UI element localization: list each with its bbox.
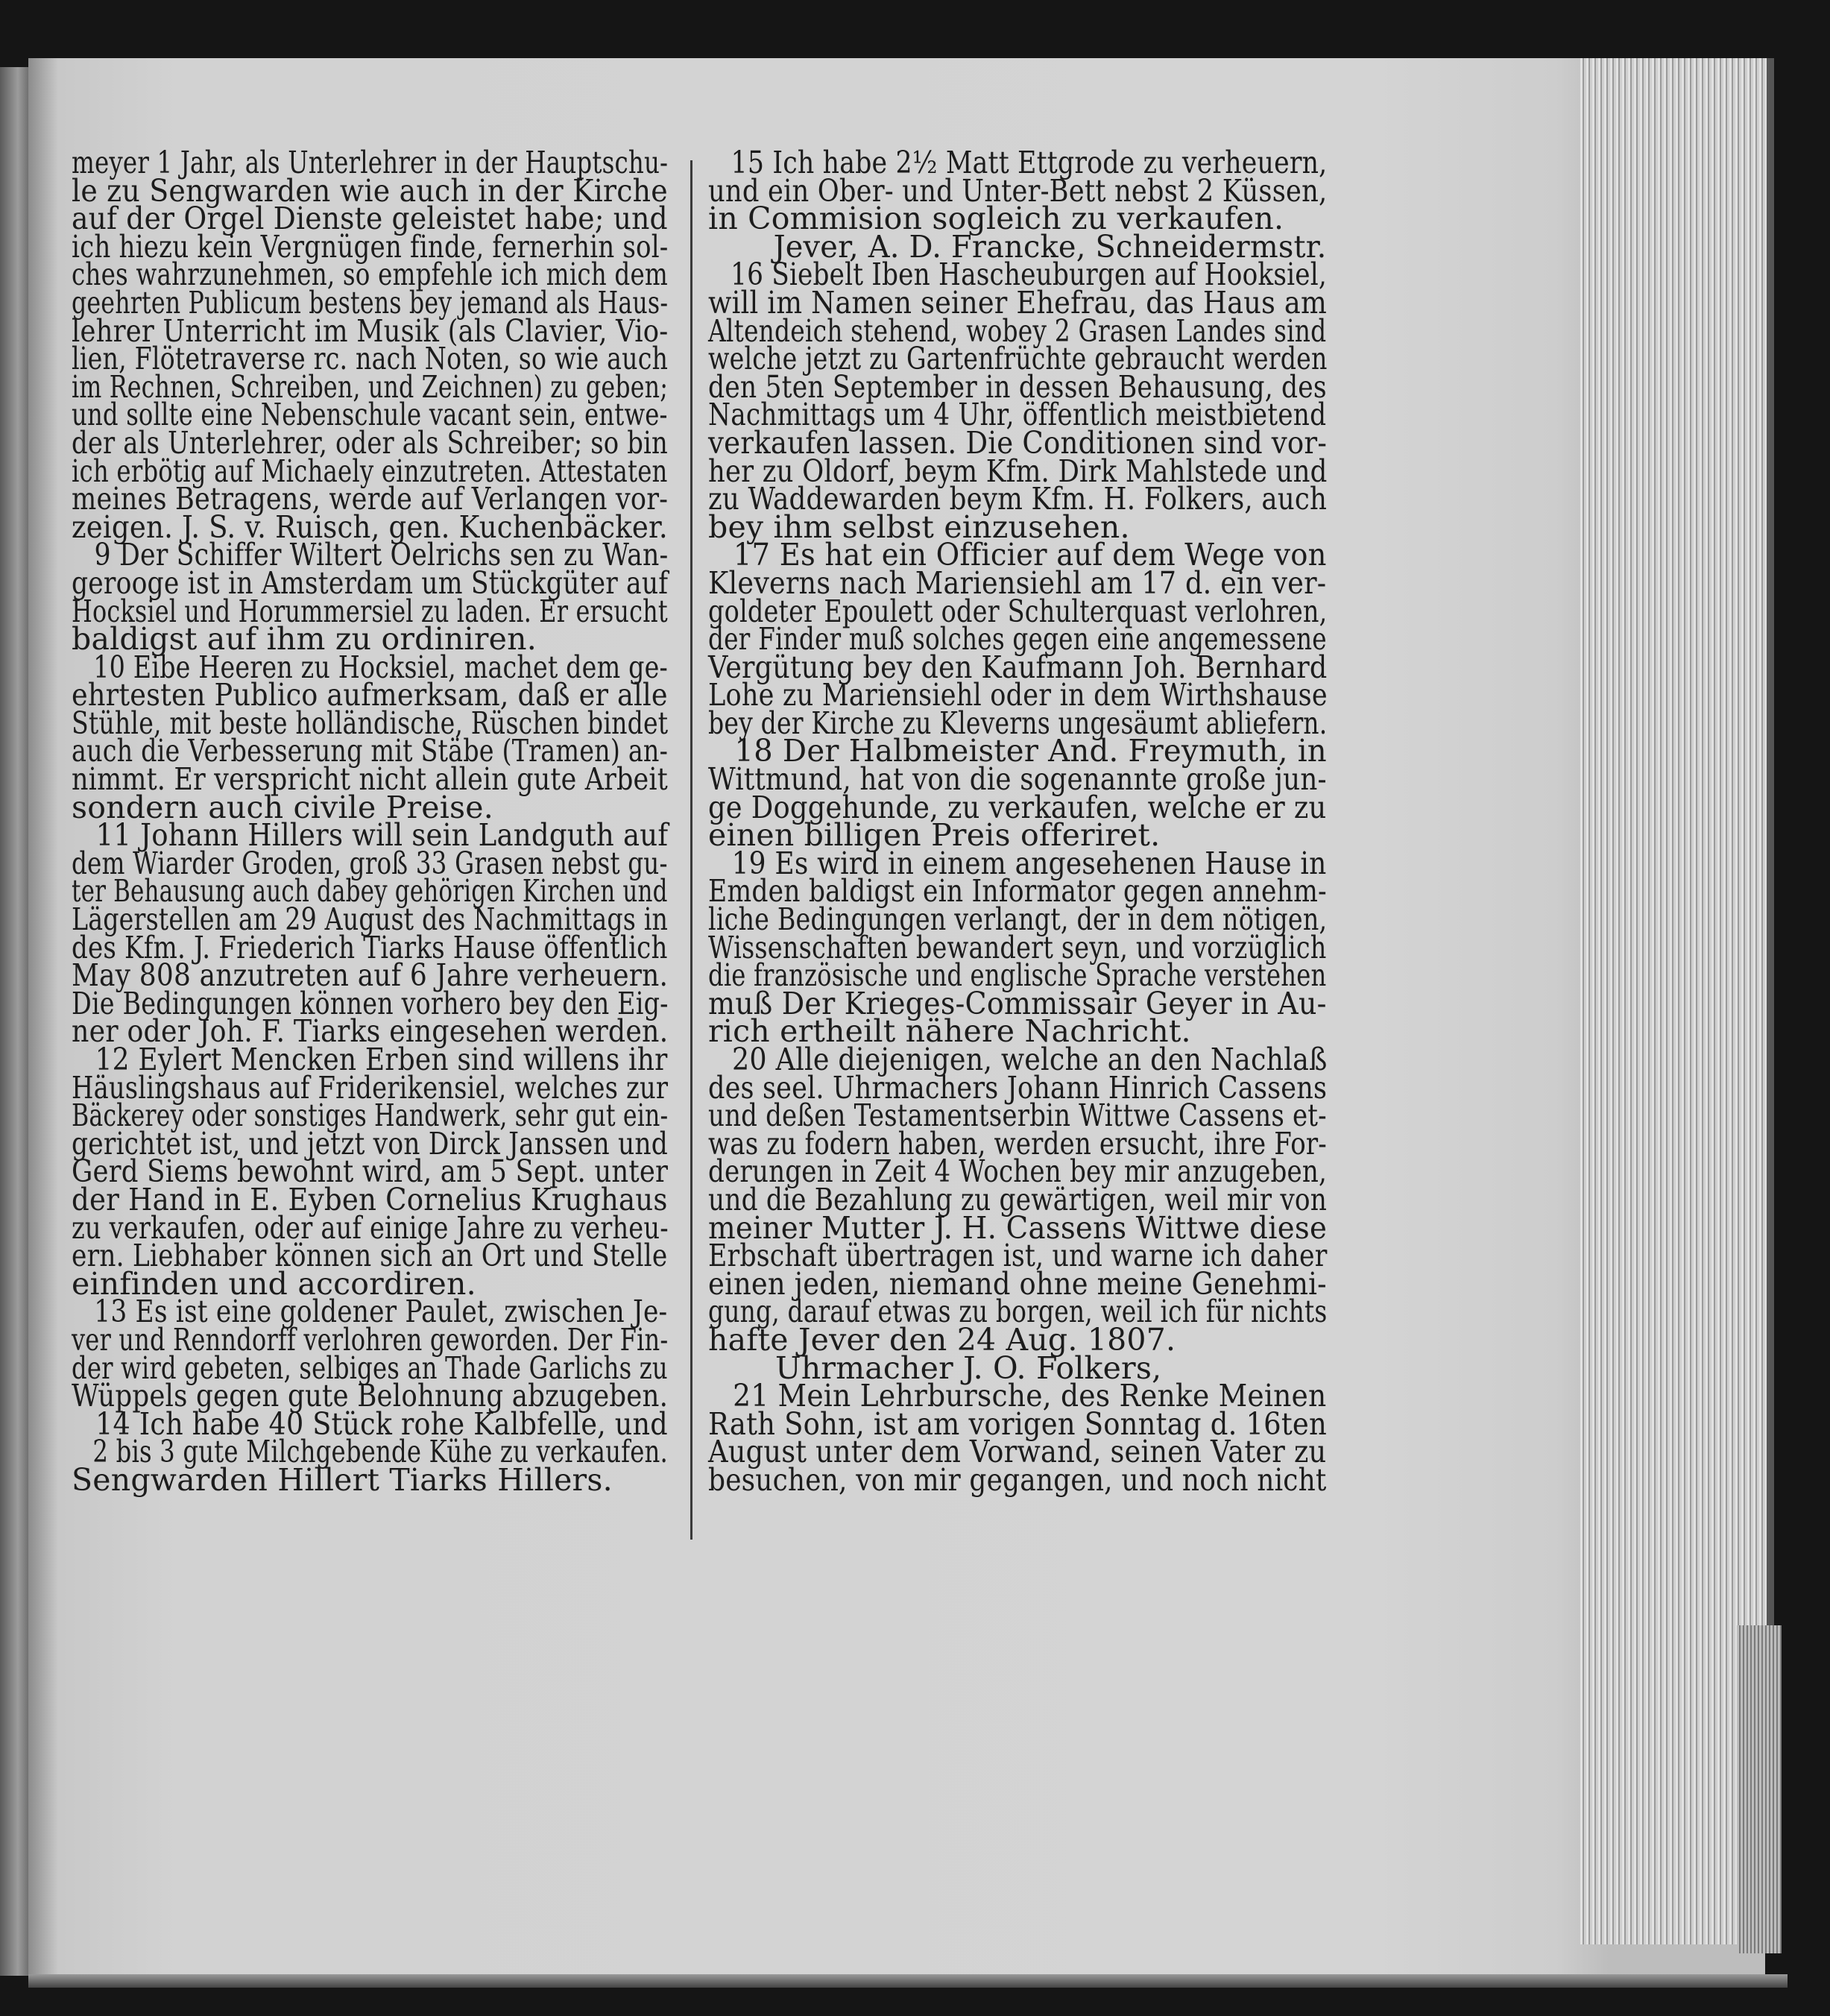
text-line: 14 Ich habe 40 Stück rohe Kalbfelle, und xyxy=(95,1405,668,1442)
text-line: meines Betragens, werde auf Verlangen vor- xyxy=(72,481,669,517)
text-line: gung, darauf etwas zu borgen, weil ich für nichts xyxy=(708,1294,1328,1330)
text-line: dem Wiarder Groden, groß 33 Grasen nebst gu- xyxy=(72,845,668,881)
text-line: ern. Liebhaber können sich an Ort und Stelle xyxy=(72,1238,668,1274)
text-line: geehrten Publicum bestens bey jemand als Haus- xyxy=(72,284,669,321)
text-line: 17 Es hat ein Officier auf dem Wege von xyxy=(733,537,1327,573)
text-line: und ein Ober- und Unter-Bett nebst 2 Küssen, xyxy=(708,172,1328,209)
text-line: und deßen Testamentserbin Wittwe Cassens et- xyxy=(708,1097,1327,1134)
text-line: bey der Kirche zu Kleverns ungesäumt abliefern. xyxy=(708,705,1328,741)
text-line: rich ertheilt nähere Nachricht. xyxy=(708,1013,1191,1050)
text-line: die französische und englische Sprache verstehen xyxy=(708,957,1327,994)
text-line: Jever, A. D. Francke, Schneidermstr. xyxy=(773,228,1327,265)
text-line: Sengwarden Hillert Tiarks Hillers. xyxy=(72,1461,613,1498)
text-line: gerooge ist in Amsterdam um Stückgüter auf xyxy=(72,564,669,601)
page-bottom-edge xyxy=(28,1974,1788,1988)
text-line: Erbschaft übertragen ist, und warne ich daher xyxy=(708,1238,1328,1274)
text-line: der Finder muß solches gegen eine angemessene xyxy=(708,621,1327,658)
text-line: der Hand in E. Eyben Cornelius Krughaus xyxy=(72,1181,668,1218)
text-line: will im Namen seiner Ehefrau, das Haus am xyxy=(708,284,1328,321)
text-line: einfinden und accordiren. xyxy=(72,1265,476,1302)
text-line: Wüppels gegen gute Belohnung abzugeben. xyxy=(72,1378,669,1414)
text-line: Häuslingshaus auf Friderikensiel, welches zur xyxy=(72,1069,669,1106)
text-line: lehrer Unterricht im Musik (als Clavier, Vio- xyxy=(72,312,669,349)
text-line: des seel. Uhrmachers Johann Hinrich Cassens xyxy=(708,1069,1328,1106)
text-line: 18 Der Halbmeister And. Freymuth, in xyxy=(734,733,1327,769)
text-line: auf der Orgel Dienste geleistet habe; und xyxy=(72,201,668,237)
text-line: bey ihm selbst einzusehen. xyxy=(708,508,1130,545)
text-line: Kleverns nach Mariensiehl am 17 d. ein ver- xyxy=(708,564,1327,601)
text-line: Bäckerey oder sonstiges Handwerk, sehr gut ein- xyxy=(72,1097,669,1134)
text-line: Stühle, mit beste holländische, Rüschen bindet xyxy=(72,705,669,741)
text-line: ge Doggehunde, zu verkaufen, welche er zu xyxy=(708,789,1327,825)
text-line: Gerd Siems bewohnt wird, am 5 Sept. unter xyxy=(72,1153,669,1190)
text-line: muß Der Krieges-Commissair Geyer in Au- xyxy=(708,985,1327,1021)
text-line: 19 Es wird in einem angesehenen Hause in xyxy=(731,845,1327,881)
text-line: 11 Johann Hillers will sein Landguth auf xyxy=(95,817,669,854)
text-line: und sollte eine Nebenschule vacant sein, entwe- xyxy=(72,397,668,433)
text-line: gerichtet ist, und jetzt von Dirck Janssen und xyxy=(72,1125,668,1162)
page-stack-bottom xyxy=(1737,1625,1782,1953)
text-line: zu Waddewarden beym Kfm. H. Folkers, auch xyxy=(708,481,1328,517)
text-line: Rath Sohn, ist am vorigen Sonntag d. 16ten xyxy=(708,1405,1327,1442)
text-line: 13 Es ist eine goldener Paulet, zwischen Je- xyxy=(94,1294,668,1330)
text-line: Emden baldigst ein Informator gegen annehm- xyxy=(708,873,1327,910)
text-line: Altendeich stehend, wobey 2 Grasen Landes sind xyxy=(708,312,1327,349)
text-line: hafte Jever den 24 Aug. 1807. xyxy=(708,1321,1176,1358)
text-line: 2 bis 3 gute Milchgebende Kühe zu verkaufen. xyxy=(92,1434,668,1470)
text-line: Uhrmacher J. O. Folkers, xyxy=(775,1349,1162,1386)
text-line: ich erbötig auf Michaely einzutreten. Attestaten xyxy=(72,453,668,489)
text-line: in Commision sogleich zu verkaufen. xyxy=(708,201,1284,237)
text-line: 21 Mein Lehrbursche, des Renke Meinen xyxy=(733,1378,1327,1414)
text-line: Hocksiel und Horummersiel zu laden. Er ersucht xyxy=(72,593,668,629)
text-line: 12 Eylert Mencken Erben sind willens ihr xyxy=(95,1042,668,1077)
text-line: was zu fodern haben, werden ersucht, ihre For- xyxy=(708,1125,1327,1162)
text-line: 15 Ich habe 2½ Matt Ettgrode zu verheuern, xyxy=(731,145,1328,180)
text-line: Lägerstellen am 29 August des Nachmittags in xyxy=(72,901,669,938)
text-line: der wird gebeten, selbiges an Thade Garlichs zu xyxy=(72,1349,668,1386)
text-line: ches wahrzunehmen, so empfehle ich mich dem xyxy=(72,256,668,293)
text-line: ehrtesten Publico aufmerksam, daß er alle xyxy=(72,677,668,714)
text-line: einen jeden, niemand ohne meine Genehmi- xyxy=(708,1265,1327,1302)
text-line: Wissenschaften bewandert seyn, und vorzüglich xyxy=(708,929,1327,966)
text-line: nimmt. Er verspricht nicht allein gute Arbeit xyxy=(72,761,668,798)
text-line: Wittmund, hat von die sogenannte große jun- xyxy=(708,761,1327,798)
text-line: le zu Sengwarden wie auch in der Kirche xyxy=(72,172,668,209)
text-line: Die Bedingungen können vorhero bey den Eig- xyxy=(72,985,669,1021)
text-line: May 808 anzutreten auf 6 Jahre verheuern. xyxy=(72,957,669,994)
text-line: her zu Oldorf, beym Kfm. Dirk Mahlstede und xyxy=(708,453,1328,489)
text-line: goldeter Epoulett oder Schulterquast verlohren, xyxy=(708,593,1328,629)
text-line: 9 Der Schiffer Wiltert Oelrichs sen zu Wan- xyxy=(94,537,669,573)
text-line: meyer 1 Jahr, als Unterlehrer in der Hauptschu- xyxy=(72,145,669,180)
text-line: ter Behausung auch dabey gehörigen Kirchen und xyxy=(72,873,668,910)
text-line: des Kfm. J. Friederich Tiarks Hause öffentlich xyxy=(72,929,668,966)
text-line: der als Unterlehrer, oder als Schreiber; so bin xyxy=(72,424,668,461)
text-line: ver und Renndorff verlohren geworden. Der Fin- xyxy=(72,1321,669,1358)
text-line: lien, Flötetraverse rc. nach Noten, so wie auch xyxy=(72,341,669,377)
text-line: im Rechnen, Schreiben, und Zeichnen) zu geben; xyxy=(72,368,669,405)
left-text-column xyxy=(72,145,669,1498)
text-line: einen billigen Preis offeriret. xyxy=(708,817,1161,854)
text-line: derungen in Zeit 4 Wochen bey mir anzugeben, xyxy=(708,1153,1328,1190)
text-line: den 5ten September in dessen Behausung, des xyxy=(708,368,1327,405)
text-line: meiner Mutter J. H. Cassens Wittwe diese xyxy=(708,1209,1328,1246)
text-line: Vergütung bey den Kaufmann Joh. Bernhard xyxy=(708,649,1328,685)
text-line: welche jetzt zu Gartenfrüchte gebraucht werden xyxy=(708,341,1328,377)
column-divider xyxy=(690,160,692,1540)
text-line: zu verkaufen, oder auf einige Jahre zu verheu- xyxy=(72,1209,669,1246)
text-line: verkaufen lassen. Die Conditionen sind vor- xyxy=(708,424,1328,461)
text-line: Nachmittags um 4 Uhr, öffentlich meistbietend xyxy=(708,397,1327,433)
text-line: Lohe zu Mariensiehl oder in dem Wirthshause xyxy=(708,677,1328,714)
text-line: 20 Alle diejenigen, welche an den Nachlaß xyxy=(732,1042,1328,1077)
text-line: zeigen. J. S. v. Ruisch, gen. Kuchenbäcker. xyxy=(72,508,668,545)
left-page-edge xyxy=(0,67,30,1976)
right-text-column xyxy=(708,145,1328,1498)
text-line: liche Bedingungen verlangt, der in dem nötigen, xyxy=(708,901,1328,938)
text-line: ner oder Joh. F. Tiarks eingesehen werden. xyxy=(72,1013,669,1050)
text-line: 10 Eibe Heeren zu Hocksiel, machet dem ge- xyxy=(93,649,668,685)
text-line: baldigst auf ihm zu ordiniren. xyxy=(72,621,537,658)
text-line: besuchen, von mir gegangen, und noch nicht xyxy=(708,1461,1327,1498)
text-line: August unter dem Vorwand, seinen Vater zu xyxy=(708,1434,1327,1470)
text-line: 16 Siebelt Iben Hascheuburgen auf Hooksiel, xyxy=(731,256,1327,293)
text-line: auch die Verbesserung mit Stäbe (Tramen) an- xyxy=(72,733,669,769)
text-line: ich hiezu kein Vergnügen finde, fernerhin sol- xyxy=(72,228,669,265)
text-line: und die Bezahlung zu gewärtigen, weil mir von xyxy=(708,1181,1328,1218)
text-line: sondern auch civile Preise. xyxy=(72,789,493,825)
